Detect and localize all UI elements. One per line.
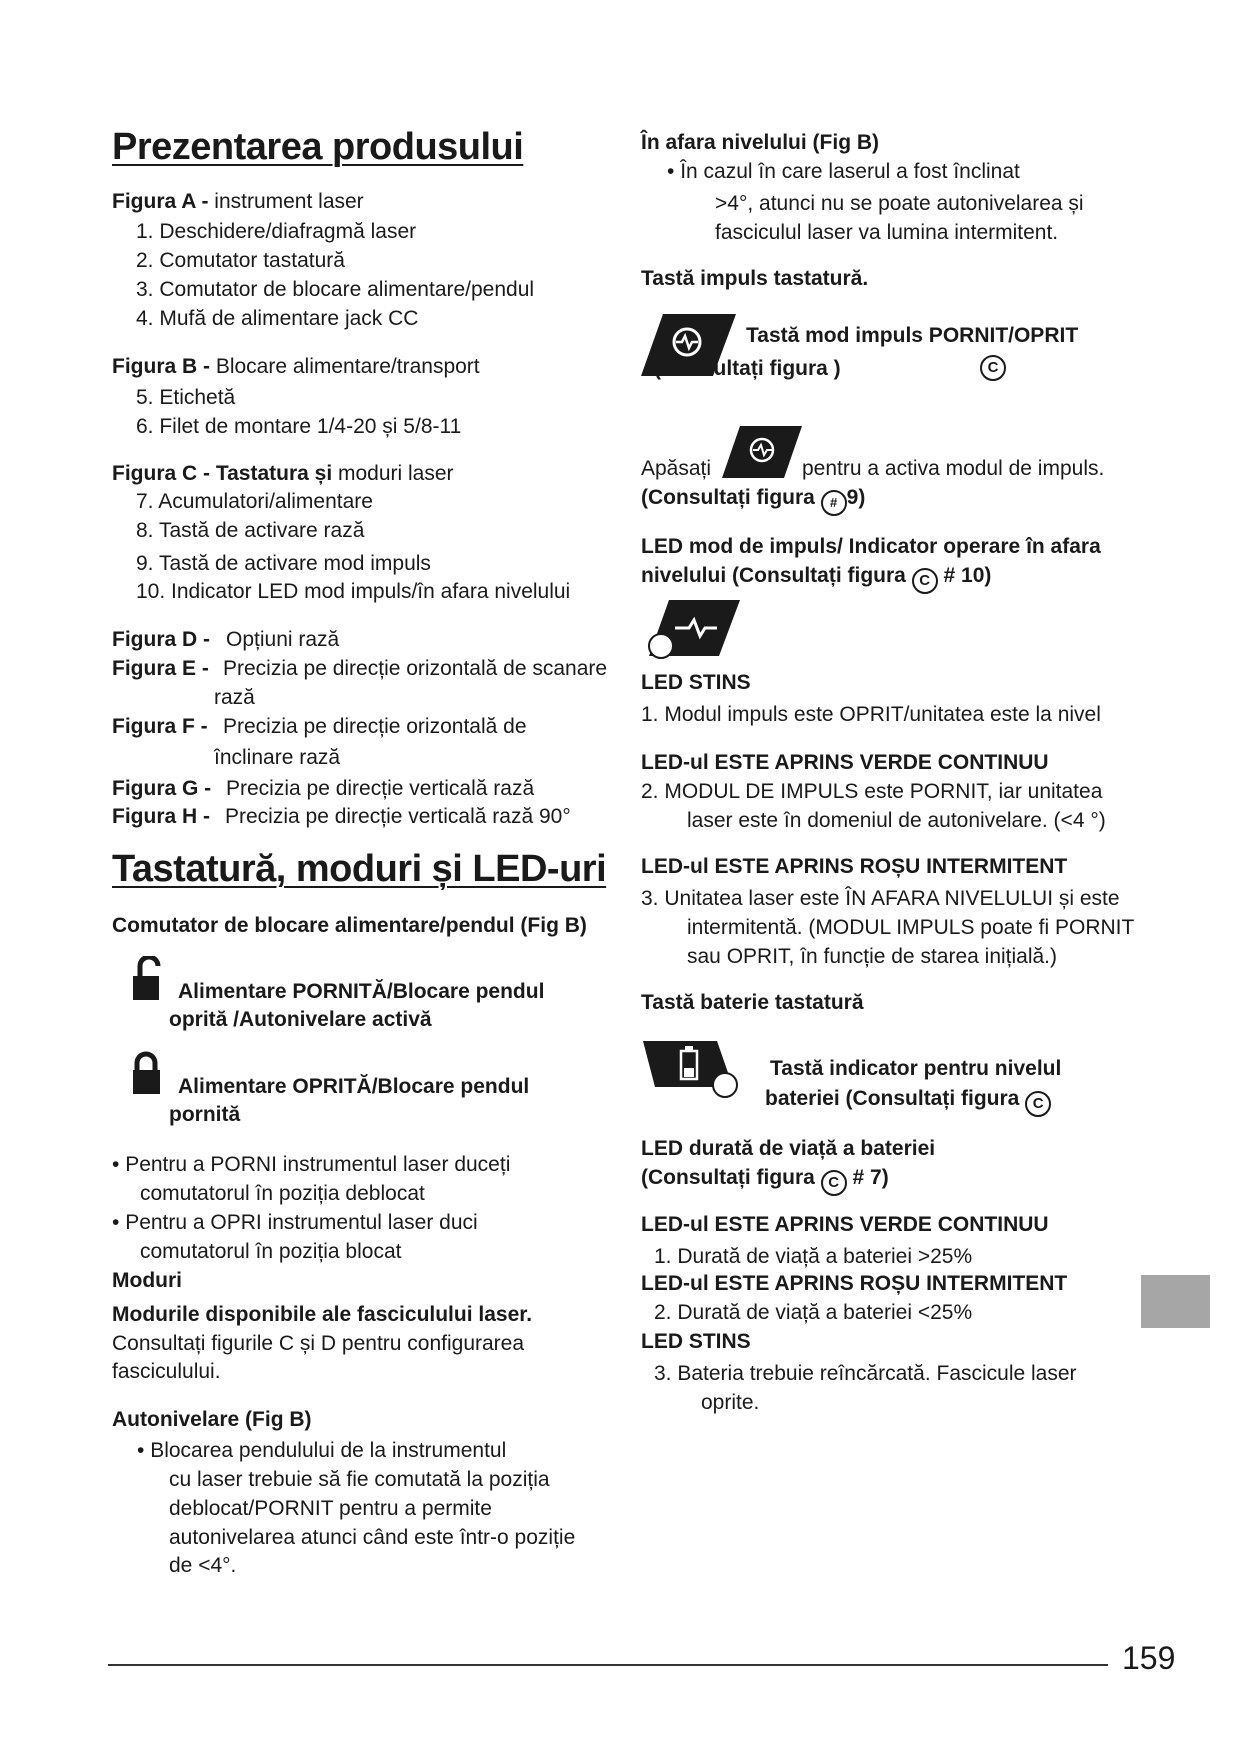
outlevel-bullet: • În cazul în care laserul a fost înclinat xyxy=(667,160,1020,183)
red-item-cont-2: sau OPRIT, în funcție de starea inițială.) xyxy=(687,945,1058,968)
figure-c-item-7: 7. Acumulatori/alimentare xyxy=(136,490,373,513)
figure-b-item-6: 6. Filet de montare 1/4-20 și 5/8-11 xyxy=(136,415,462,438)
switch-heading: Comutator de blocare alimentare/pendul (Fig B) xyxy=(112,914,587,937)
pulse-key-heading: Tastă impuls tastatură. xyxy=(641,267,869,290)
battery-red-item: 2. Durată de viață a bateriei <25% xyxy=(654,1301,973,1324)
page-number: 159 xyxy=(1122,1640,1176,1676)
lock-text-1: Alimentare OPRITĂ/Blocare pendul xyxy=(178,1075,530,1098)
autolevel-bullet: • Blocarea pendulului de la instrumentul xyxy=(137,1439,507,1462)
modes-text-cont: fasciculului. xyxy=(112,1360,221,1383)
unlocked-padlock-icon xyxy=(130,956,170,1002)
outlevel-line-3: fasciculul laser va lumina intermitent. xyxy=(715,221,1059,244)
battery-life-heading-2: (Consultați figura C # 7) xyxy=(641,1166,889,1196)
section-tab-marker xyxy=(1141,1275,1210,1328)
figure-d-label: Figura D - xyxy=(112,628,210,651)
battery-indicator-text-1: Tastă indicator pentru nivelul xyxy=(770,1057,1062,1080)
figure-e-text-cont: rază xyxy=(214,686,255,709)
led-pulse-heading-2: nivelului (Consultați figura C # 10) xyxy=(641,564,991,594)
figure-c-item-8: 8. Tastă de activare rază xyxy=(136,519,365,542)
bullet-power-on: • Pentru a PORNI instrumentul laser duceți xyxy=(112,1153,511,1176)
press-ref: (Consultați figura # 9) xyxy=(641,486,865,516)
green-item-cont: laser este în domeniul de autonivelare. (<4 °) xyxy=(687,809,1106,832)
battery-off-item: 3. Bateria trebuie reîncărcată. Fascicule laser xyxy=(654,1362,1077,1385)
pulse-mode-text-1: Tastă mod impuls PORNIT/OPRIT xyxy=(746,324,1079,347)
red-item: 3. Unitatea laser este ÎN AFARA NIVELULUI și este xyxy=(641,887,1120,910)
figure-c-ref-icon-2: C xyxy=(912,568,938,594)
figure-e-text: Precizia pe direcție orizontală de scanare xyxy=(223,657,608,680)
lock-text-2: pornită xyxy=(169,1103,241,1126)
bullet-power-off-cont: comutatorul în poziția blocat xyxy=(140,1240,402,1263)
figure-c-hash-ref-icon: # xyxy=(821,490,847,516)
battery-key-heading: Tastă baterie tastatură xyxy=(641,991,864,1014)
red-item-cont-1: intermitentă. (MODUL IMPULS poate fi PORNIT xyxy=(687,916,1135,939)
figure-a-heading: Figura A - instrument laser xyxy=(112,190,364,213)
footer-rule xyxy=(108,1664,1108,1666)
autolevel-line-2: cu laser trebuie să fie comutată la poziția xyxy=(169,1468,550,1491)
figure-a-item-4: 4. Mufă de alimentare jack CC xyxy=(136,307,419,330)
autolevel-line-3: deblocat/PORNIT pentru a permite xyxy=(169,1497,492,1520)
figure-f-label: Figura F - xyxy=(112,715,208,738)
outlevel-heading: În afara nivelului (Fig B) xyxy=(641,131,880,154)
unlock-text-2: oprită /Autonivelare activă xyxy=(169,1008,432,1031)
section-title-keypad: Tastatură, moduri și LED-uri xyxy=(112,848,607,890)
figure-a-item-1: 1. Deschidere/diafragmă laser xyxy=(136,220,417,243)
modes-heading: Modurile disponibile ale fasciculului laser. xyxy=(112,1303,533,1326)
figure-f-text: Precizia pe direcție orizontală de xyxy=(223,715,527,738)
section-title-product: Prezentarea produsului xyxy=(112,126,524,168)
battery-red-heading: LED-ul ESTE APRINS ROȘU INTERMITENT xyxy=(641,1272,1068,1295)
battery-indicator-text-2: bateriei (Consultați figura C xyxy=(765,1087,1051,1117)
battery-key-icon xyxy=(643,1041,743,1103)
figure-c-heading: Figura C - Tastatura și moduri laser xyxy=(112,462,454,485)
led-pulse-icon xyxy=(645,600,740,662)
led-off-heading: LED STINS xyxy=(641,671,751,694)
modes-label: Moduri xyxy=(112,1269,182,1292)
figure-c-ref-icon: C xyxy=(980,355,1006,381)
green-item: 2. MODUL DE IMPULS este PORNIT, iar unitatea xyxy=(641,780,1103,803)
locked-padlock-icon xyxy=(130,1050,170,1096)
bullet-power-on-cont: comutatorul în poziția deblocat xyxy=(140,1182,425,1205)
red-heading: LED-ul ESTE APRINS ROȘU INTERMITENT xyxy=(641,855,1068,878)
figure-c-ref-icon-3: C xyxy=(1025,1091,1051,1117)
press-text-post: pentru a activa modul de impuls. xyxy=(802,457,1105,480)
led-pulse-heading-1: LED mod de impuls/ Indicator operare în afara xyxy=(641,535,1101,558)
figure-b-item-5: 5. Etichetă xyxy=(136,386,236,409)
press-text-pre: Apăsați xyxy=(641,457,712,480)
pulse-key-small-icon xyxy=(722,426,802,478)
pulse-mode-text-2: (Consultați figura ) xyxy=(654,357,841,380)
figure-f-text-cont: înclinare rază xyxy=(214,746,341,769)
battery-off-item-cont: oprite. xyxy=(701,1391,760,1414)
battery-green-item: 1. Durată de viață a bateriei >25% xyxy=(654,1245,973,1268)
figure-b-heading: Figura B - Blocare alimentare/transport xyxy=(112,355,480,378)
figure-c-item-9: 9. Tastă de activare mod impuls xyxy=(136,552,431,575)
battery-off-heading: LED STINS xyxy=(641,1330,751,1353)
figure-d-text: Opțiuni rază xyxy=(226,628,340,651)
unlock-text-1: Alimentare PORNITĂ/Blocare pendul xyxy=(178,980,545,1003)
figure-c-item-10: 10. Indicator LED mod impuls/în afara nivelului xyxy=(136,580,571,603)
autolevel-line-4: autonivelarea atunci când este într-o poziție xyxy=(169,1526,576,1549)
figure-g-label: Figura G - xyxy=(112,777,212,800)
figure-e-label: Figura E - xyxy=(112,657,209,680)
modes-text: Consultați figurile C și D pentru configurarea xyxy=(112,1332,525,1355)
figure-c-ref-icon-4: C xyxy=(821,1170,847,1196)
figure-h-label: Figura H - xyxy=(112,805,210,828)
figure-a-item-3: 3. Comutator de blocare alimentare/pendul xyxy=(136,278,535,301)
battery-life-heading-1: LED durată de viață a bateriei xyxy=(641,1137,936,1160)
green-heading: LED-ul ESTE APRINS VERDE CONTINUU xyxy=(641,751,1049,774)
autolevel-heading: Autonivelare (Fig B) xyxy=(112,1408,312,1431)
outlevel-line-2: >4°, atunci nu se poate autonivelarea și xyxy=(715,192,1084,215)
autolevel-line-5: de <4°. xyxy=(169,1554,237,1577)
figure-a-item-2: 2. Comutator tastatură xyxy=(136,249,345,272)
led-off-item: 1. Modul impuls este OPRIT/unitatea este la nivel xyxy=(641,703,1101,726)
bullet-power-off: • Pentru a OPRI instrumentul laser duci xyxy=(112,1211,478,1234)
figure-h-text: Precizia pe direcție verticală rază 90° xyxy=(225,805,571,828)
figure-g-text: Precizia pe direcție verticală rază xyxy=(226,777,535,800)
battery-green-heading: LED-ul ESTE APRINS VERDE CONTINUU xyxy=(641,1213,1049,1236)
